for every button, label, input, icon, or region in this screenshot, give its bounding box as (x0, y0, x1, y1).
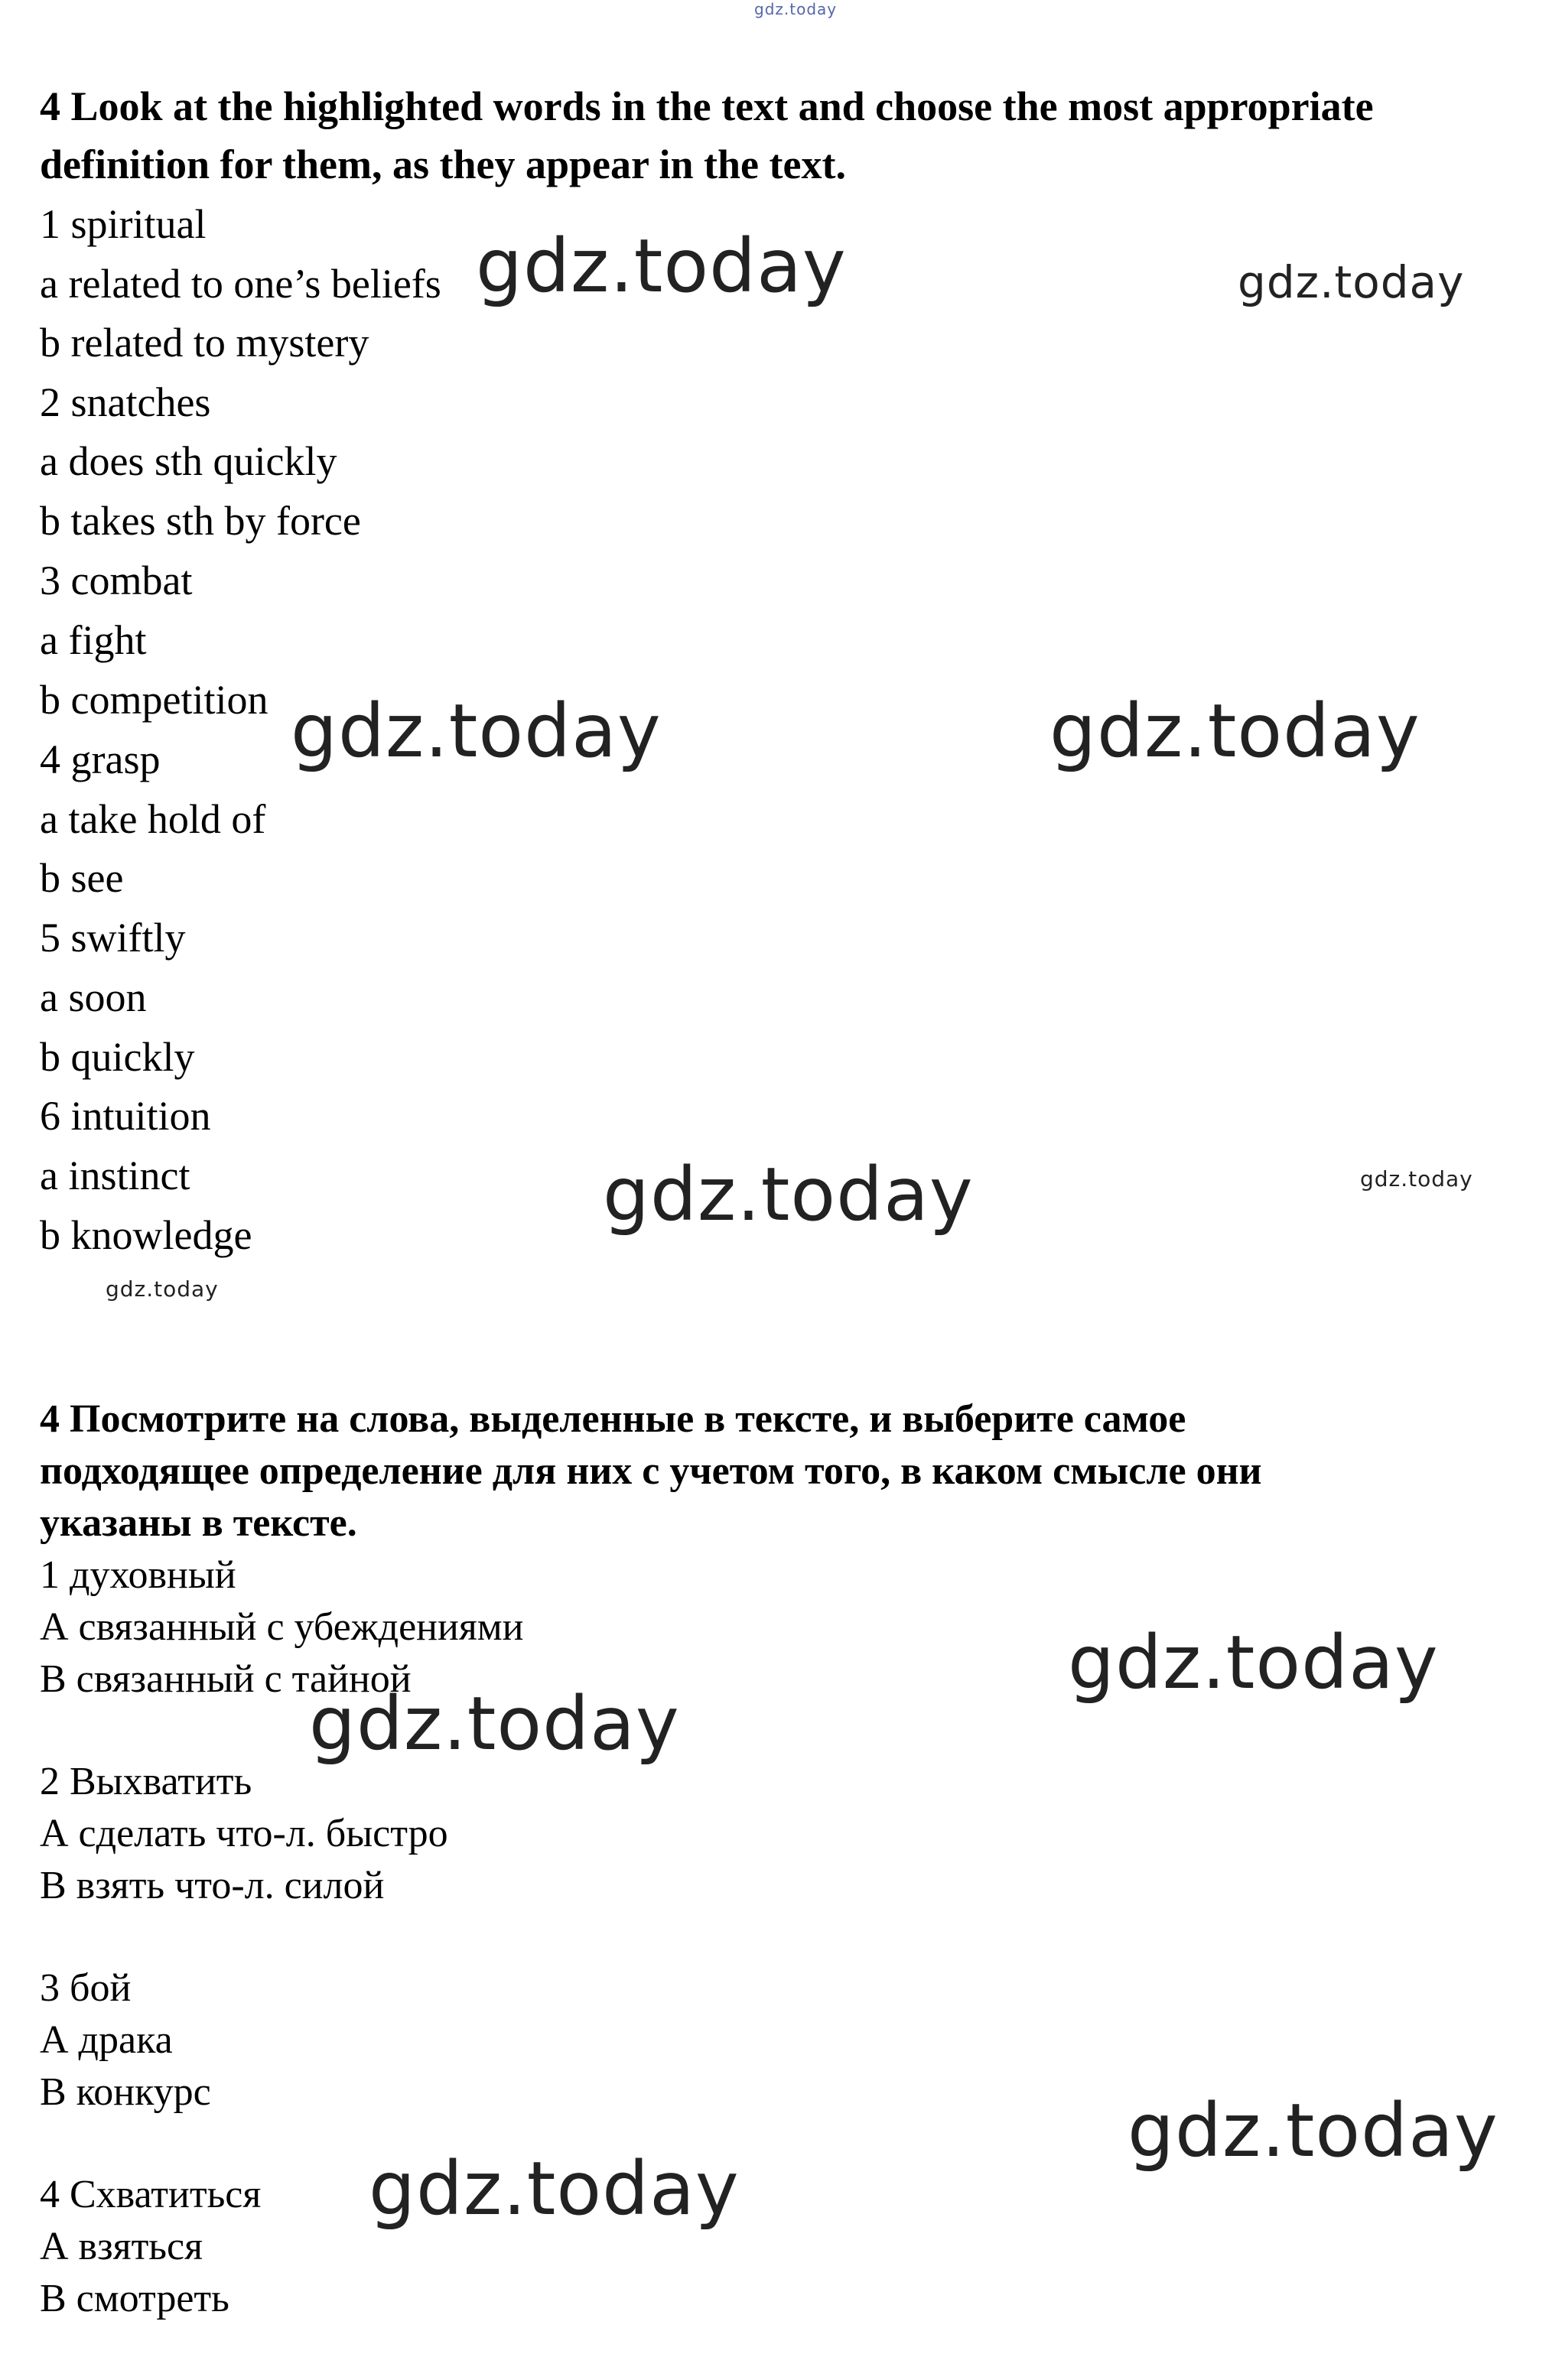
watermark-small: gdz.today (106, 1276, 219, 1302)
watermark-medium: gdz.today (1238, 256, 1465, 308)
watermark-top: gdz.today (754, 0, 838, 18)
english-item: a does sth quickly (40, 438, 337, 484)
watermark-small: gdz.today (1360, 1166, 1473, 1192)
russian-item: В связанный с тайной (40, 1657, 412, 1701)
watermark-large: gdz.today (1128, 2088, 1499, 2174)
russian-item: 2 Выхватить (40, 1760, 252, 1803)
russian-item: 4 Схватиться (40, 2173, 262, 2216)
english-heading-line-2: definition for them, as they appear in the text. (40, 141, 846, 187)
russian-item: А сделать что-л. быстро (40, 1812, 448, 1855)
russian-heading-line-1: 4 Посмотрите на слова, выделенные в тексте, и выберите самое (40, 1397, 1186, 1441)
english-item: 3 combat (40, 558, 193, 603)
english-item: b takes sth by force (40, 498, 361, 544)
watermark-large: gdz.today (291, 688, 662, 774)
english-item: a take hold of (40, 796, 266, 842)
russian-item: 1 духовный (40, 1553, 236, 1597)
english-item: 4 grasp (40, 736, 161, 782)
english-item: 2 snatches (40, 379, 211, 425)
watermark-large: gdz.today (309, 1681, 680, 1767)
english-item: b related to mystery (40, 320, 369, 366)
watermark-large: gdz.today (1068, 1620, 1439, 1705)
russian-heading-line-2: подходящее определение для них с учетом того, в каком смысле они (40, 1449, 1262, 1493)
english-item: 1 spiritual (40, 201, 207, 247)
russian-item: А драка (40, 2018, 173, 2062)
english-item: a related to one’s beliefs (40, 261, 441, 307)
english-item: b knowledge (40, 1212, 252, 1258)
watermark-large: gdz.today (1049, 688, 1420, 774)
english-item: a soon (40, 974, 147, 1020)
russian-item: А связанный с убеждениями (40, 1605, 524, 1649)
english-item: b see (40, 855, 124, 901)
english-item: b quickly (40, 1034, 195, 1080)
english-heading-line-1: 4 Look at the highlighted words in the text and choose the most appropriate (40, 83, 1374, 129)
watermark-large: gdz.today (369, 2146, 740, 2232)
russian-item: В взять что-л. силой (40, 1864, 385, 1907)
watermark-large: gdz.today (603, 1152, 974, 1237)
russian-item: А взяться (40, 2225, 203, 2268)
russian-item: В конкурс (40, 2070, 211, 2114)
russian-item: В смотреть (40, 2277, 229, 2320)
english-item: a instinct (40, 1153, 190, 1198)
english-item: 5 swiftly (40, 915, 186, 961)
english-item: 6 intuition (40, 1093, 211, 1139)
english-item: a fight (40, 617, 147, 663)
russian-item: 3 бой (40, 1966, 132, 2010)
russian-heading-line-3: указаны в тексте. (40, 1501, 357, 1545)
watermark-large: gdz.today (476, 223, 847, 309)
english-item: b competition (40, 677, 268, 723)
